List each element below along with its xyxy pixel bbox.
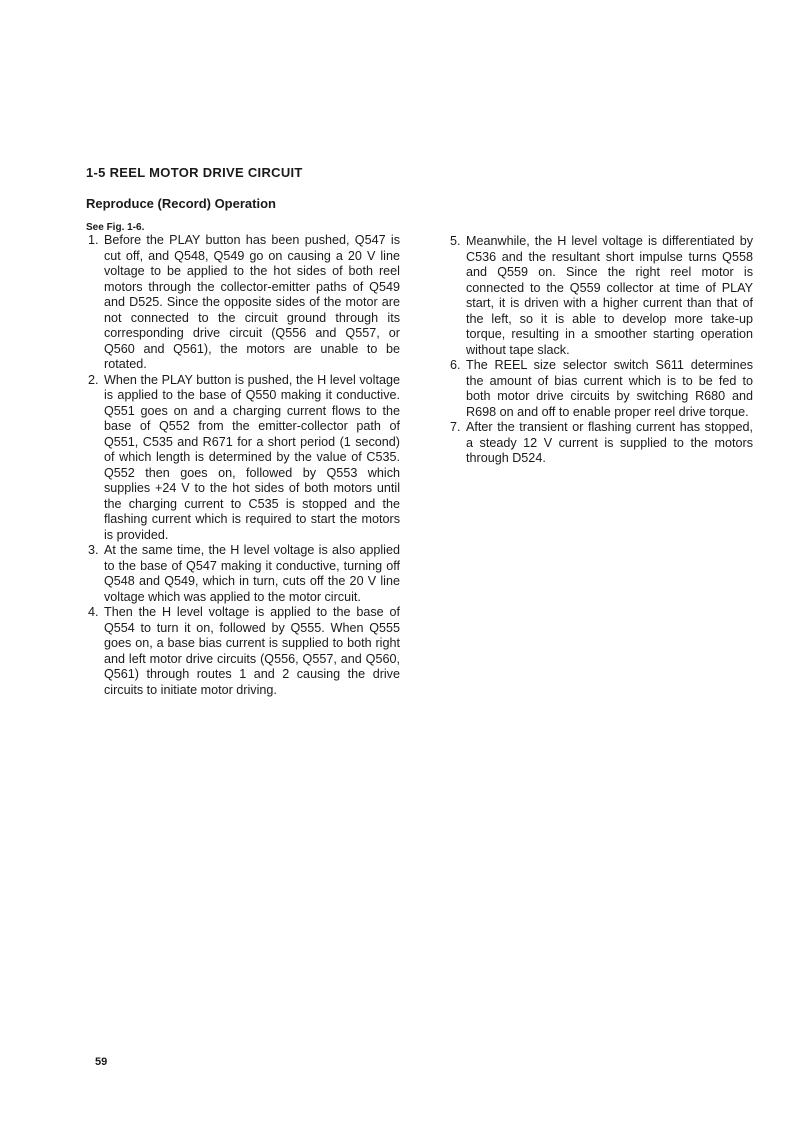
item-number: 3. xyxy=(88,543,99,557)
item-number: 5. xyxy=(450,234,461,248)
item-number: 2. xyxy=(88,372,99,387)
list-item xyxy=(450,420,753,467)
item-number: 6. xyxy=(450,358,461,372)
item-number: 7. xyxy=(450,420,461,434)
figure-reference: See Fig. 1-6. xyxy=(86,222,145,233)
item-text: At the same time, the H level voltage is also applied to the base of Q547 making it conductive, turning off Q548 and Q549, which in turn, cuts off the 20 V line voltage which was applied to the motor circuit. xyxy=(104,543,400,604)
item-text: Before the PLAY button has been pushed, Q547 is cut off, and Q548, Q549 go on causing a 20 V line voltage to be applied to the hot sides of both reel motors through the collector-emitter paths of Q549 and D525. Since the opposite sides of the motor are not connected to the circuit ground through its corresponding drive circuit (Q556 and Q557, or Q560 and Q561), the motors are unable to be rotated. xyxy=(104,233,400,371)
item-number: 4. xyxy=(88,605,99,619)
list-item xyxy=(88,605,400,698)
list-item xyxy=(88,233,400,373)
item-text: The REEL size selector switch S611 determines the amount of bias current which is to be fed to both motor drive circuits by switching R680 and R698 on and off to enable proper reel drive torque. xyxy=(466,358,753,419)
subsection-title: Reproduce (Record) Operation xyxy=(86,196,276,211)
list-item xyxy=(88,543,400,605)
left-column xyxy=(88,233,400,698)
list-item xyxy=(88,373,400,544)
right-column xyxy=(450,234,753,467)
page-number: 59 xyxy=(95,1056,108,1068)
item-number: 1. xyxy=(88,233,99,247)
item-text: Then the H level voltage is applied to the base of Q554 to turn it on, followed by Q555. When Q555 goes on, a base bias current is supplied to both right and left motor drive circuits (Q556, Q557, and Q560, Q561) through routes 1 and 2 causing the drive circuits to initiate motor driving. xyxy=(104,605,400,697)
item-text: After the transient or flashing current has stopped, a steady 12 V current is supplied to the motors through D524. xyxy=(466,420,753,465)
item-text: Meanwhile, the H level voltage is differentiated by C536 and the resultant short impulse turns Q558 and Q559 on. Since the right reel motor is connected to the Q559 collector at time of PLAY start, it is driven with a higher current than that of the left, so it is able to develop more take-up torque, resulting in a smoother starting operation without tape slack. xyxy=(466,234,753,357)
item-text: When the PLAY button is pushed, the H level voltage is applied to the base of Q550 making it conductive. Q551 goes on and a charging current flows to the base of Q552 from the emitter-collector path of Q551, C535 and R671 for a short period (1 second) of which length is determined by the value of C535. Q552 then goes on, followed by Q553 which supplies +24 V to the hot sides of both motors until the charging current to C535 is stopped and the flashing current which is required to start the motors is provided. xyxy=(104,372,400,542)
list-item xyxy=(450,358,753,420)
list-item xyxy=(450,234,753,358)
section-title: 1-5 REEL MOTOR DRIVE CIRCUIT xyxy=(86,165,303,180)
